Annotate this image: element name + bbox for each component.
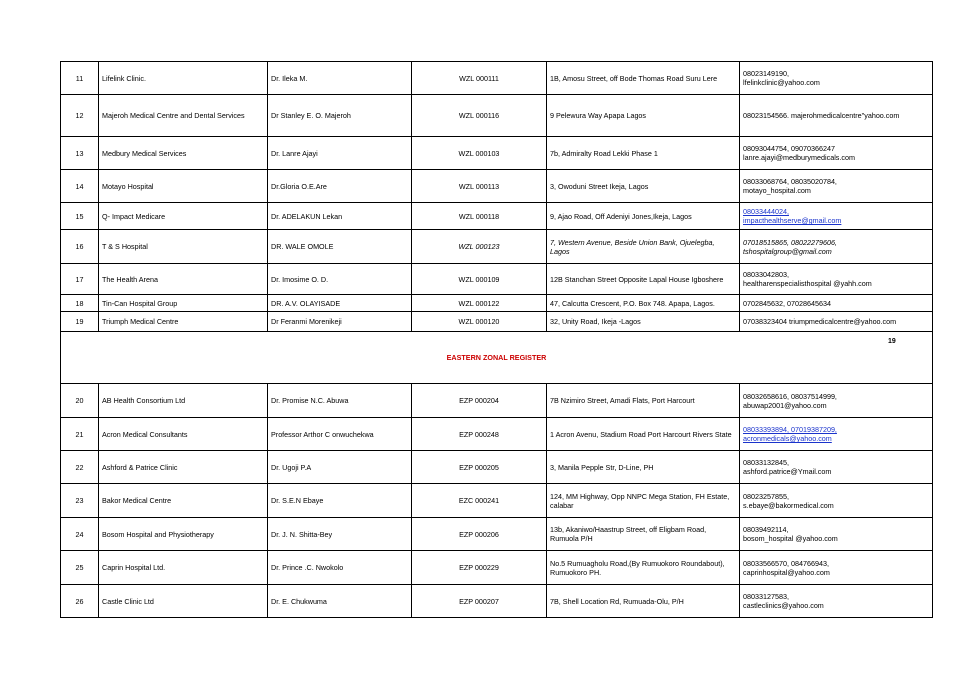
registration-code: EZP 000229 — [412, 551, 547, 585]
contact-cell — [740, 95, 933, 137]
medical-director: Dr Feranmi Morenikeji — [268, 312, 412, 332]
table-row — [61, 312, 933, 332]
row-number: 24 — [61, 518, 99, 551]
registration-code: EZP 000207 — [412, 585, 547, 618]
section-title: EASTERN ZONAL REGISTER — [61, 332, 933, 384]
table-row — [61, 451, 933, 484]
phone-line: 08023154566. majerohmedicalcentre"yahoo.com — [743, 111, 900, 120]
row-number: 18 — [61, 295, 99, 312]
contact-cell — [740, 295, 933, 312]
hospital-name: Bakor Medical Centre — [99, 484, 268, 518]
row-number: 23 — [61, 484, 99, 518]
medical-director: Dr. Ugoji P.A — [268, 451, 412, 484]
medical-director: DR. A.V. OLAYISADE — [268, 295, 412, 312]
page-number: 19 — [888, 338, 896, 345]
medical-director: Dr. S.E.N Ebaye — [268, 484, 412, 518]
table-row — [61, 295, 933, 312]
phone-line: 08039492114, — [743, 525, 789, 534]
register-table — [60, 61, 933, 618]
contact-cell — [740, 551, 933, 585]
registration-code: WZL 000116 — [412, 95, 547, 137]
contact-cell — [740, 170, 933, 203]
medical-director: DR. WALE OMOLE — [268, 230, 412, 264]
table-row — [61, 95, 933, 137]
contact-cell — [740, 451, 933, 484]
hospital-name: Caprin Hospital Ltd. — [99, 551, 268, 585]
contact-cell — [740, 203, 933, 230]
row-number: 14 — [61, 170, 99, 203]
hospital-name: Majeroh Medical Centre and Dental Services — [99, 95, 268, 137]
hospital-name: T & S Hospital — [99, 230, 268, 264]
contact-cell — [740, 384, 933, 418]
medical-director: Dr. E. Chukwuma — [268, 585, 412, 618]
medical-director: Dr. Imosime O. D. — [268, 264, 412, 295]
row-number: 17 — [61, 264, 99, 295]
table-row — [61, 551, 933, 585]
table-row — [61, 170, 933, 203]
hospital-name: Acron Medical Consultants — [99, 418, 268, 451]
address: 124, MM Highway, Opp NNPC Mega Station, FH Estate, calabar — [547, 484, 740, 518]
registration-code: WZL 000118 — [412, 203, 547, 230]
medical-director: Dr.Gloria O.E.Are — [268, 170, 412, 203]
email-line[interactable]: acronmedicals@yahoo.com — [743, 434, 832, 443]
table-row — [61, 518, 933, 551]
phone-line: 08033068764, 08035020784, — [743, 177, 837, 186]
row-number: 20 — [61, 384, 99, 418]
address: 12B Stanchan Street Opposite Lapal House Igboshere — [547, 264, 740, 295]
row-number: 22 — [61, 451, 99, 484]
email-line: motayo_hospital.com — [743, 186, 811, 195]
phone-line: 08032658616, 08037514999, — [743, 391, 837, 401]
phone-line: 07038323404 triumpmedicalcentre@yahoo.com — [743, 317, 897, 326]
contact-cell — [740, 585, 933, 618]
row-number: 19 — [61, 312, 99, 332]
email-line: bosom_hospital @yahoo.com — [743, 534, 838, 543]
registration-code: EZP 000206 — [412, 518, 547, 551]
table-row — [61, 384, 933, 418]
registration-code: WZL 000111 — [412, 62, 547, 95]
registration-code: EZP 000248 — [412, 418, 547, 451]
medical-director: Dr. Prince .C. Nwokolo — [268, 551, 412, 585]
hospital-name: The Health Arena — [99, 264, 268, 295]
phone-line: 08033132845, — [743, 458, 789, 467]
row-number: 12 — [61, 95, 99, 137]
hospital-name: AB Health Consortium Ltd — [99, 384, 268, 418]
address: 7B Nzimiro Street, Amadi Flats, Port Harcourt — [547, 384, 740, 418]
register-body-bottom — [61, 384, 933, 618]
phone-line: 07018515865, 08022279606, — [743, 237, 837, 247]
row-number: 15 — [61, 203, 99, 230]
address: No.5 Rumuagholu Road,(By Rumuokoro Roundabout), Rumuokoro PH. — [547, 551, 740, 585]
hospital-name: Bosom Hospital and Physiotherapy — [99, 518, 268, 551]
address: 13b, Akaniwo/Haastrup Street, off Eligbam Road, Rumuola P/H — [547, 518, 740, 551]
phone-line: 08023149190, — [743, 69, 789, 78]
address: 47, Calcutta Crescent, P.O. Box 748. Apapa, Lagos. — [547, 295, 740, 312]
contact-cell — [740, 484, 933, 518]
contact-cell — [740, 418, 933, 451]
hospital-name: Motayo Hospital — [99, 170, 268, 203]
phone-line: 0702845632, 07028645634 — [743, 298, 831, 308]
phone-line: 08033566570, 084766943, — [743, 558, 829, 568]
phone-line: 08093044754, 09070366247 — [743, 144, 835, 153]
phone-line: 08033127583, — [743, 592, 789, 601]
medical-director: Dr Stanley E. O. Majeroh — [268, 95, 412, 137]
email-line: tshospitalgroup@gmail.com — [743, 246, 832, 256]
email-line: lfelinkclinic@yahoo.com — [743, 78, 820, 87]
email-line: caprinhospital@yahoo.com — [743, 567, 830, 577]
address: 7B, Shell Location Rd, Rumuada-Olu, P/H — [547, 585, 740, 618]
contact-cell — [740, 137, 933, 170]
registration-code: EZC 000241 — [412, 484, 547, 518]
email-line: abuwap2001@yahoo.com — [743, 400, 827, 410]
email-line: ashford.patrice@Ymail.com — [743, 467, 832, 476]
registration-code: WZL 000122 — [412, 295, 547, 312]
medical-director: Dr. Lanre Ajayi — [268, 137, 412, 170]
email-line[interactable]: impacthealthserve@gmail.com — [743, 216, 842, 225]
phone-line[interactable]: 08033393894, 07019387209, — [743, 425, 837, 434]
email-line: castleclinics@yahoo.com — [743, 601, 824, 610]
row-number: 11 — [61, 62, 99, 95]
medical-director: Professor Arthor C onwuchekwa — [268, 418, 412, 451]
table-row — [61, 137, 933, 170]
hospital-name: Medbury Medical Services — [99, 137, 268, 170]
registration-code: EZP 000204 — [412, 384, 547, 418]
table-row — [61, 418, 933, 451]
medical-director: Dr. ADELAKUN Lekan — [268, 203, 412, 230]
contact-cell — [740, 264, 933, 295]
registration-code: WZL 000103 — [412, 137, 547, 170]
row-number: 21 — [61, 418, 99, 451]
address: 7, Western Avenue, Beside Union Bank, Ojuelegba, Lagos — [547, 230, 740, 264]
table-row — [61, 585, 933, 618]
contact-cell — [740, 230, 933, 264]
phone-line[interactable]: 08033444024, — [743, 207, 789, 216]
phone-line: 08023257855, — [743, 491, 789, 501]
contact-cell — [740, 312, 933, 332]
hospital-name: Ashford & Patrice Clinic — [99, 451, 268, 484]
hospital-name: Tin-Can Hospital Group — [99, 295, 268, 312]
address: 1B, Amosu Street, off Bode Thomas Road Suru Lere — [547, 62, 740, 95]
hospital-name: Castle Clinic Ltd — [99, 585, 268, 618]
medical-director: Dr. Promise N.C. Abuwa — [268, 384, 412, 418]
email-line: healtharenspecialisthospital @yahh.com — [743, 279, 872, 288]
address: 32, Unity Road, Ikeja -Lagos — [547, 312, 740, 332]
address: 7b, Admiralty Road Lekki Phase 1 — [547, 137, 740, 170]
row-number: 26 — [61, 585, 99, 618]
address: 9 Pelewura Way Apapa Lagos — [547, 95, 740, 137]
hospital-name: Triumph Medical Centre — [99, 312, 268, 332]
address: 3, Manila Pepple Str, D-Line, PH — [547, 451, 740, 484]
registration-code: WZL 000123 — [412, 230, 547, 264]
address: 9, Ajao Road, Off Adeniyi Jones,Ikeja, Lagos — [547, 203, 740, 230]
registration-code: WZL 000120 — [412, 312, 547, 332]
email-line: s.ebaye@bakormedical.com — [743, 500, 834, 510]
table-row — [61, 230, 933, 264]
contact-cell — [740, 518, 933, 551]
register-body-top — [61, 62, 933, 332]
address: 1 Acron Avenu, Stadium Road Port Harcourt Rivers State — [547, 418, 740, 451]
registration-code: EZP 000205 — [412, 451, 547, 484]
email-line: lanre.ajayi@medburymedicals.com — [743, 153, 855, 162]
row-number: 13 — [61, 137, 99, 170]
table-row — [61, 264, 933, 295]
medical-director: Dr. J. N. Shitta-Bey — [268, 518, 412, 551]
registration-code: WZL 000113 — [412, 170, 547, 203]
contact-cell — [740, 62, 933, 95]
hospital-name: Lifelink Clinic. — [99, 62, 268, 95]
registration-code: WZL 000109 — [412, 264, 547, 295]
address: 3, Owoduni Street Ikeja, Lagos — [547, 170, 740, 203]
row-number: 16 — [61, 230, 99, 264]
table-row — [61, 62, 933, 95]
hospital-name: Q- Impact Medicare — [99, 203, 268, 230]
medical-director: Dr. Ileka M. — [268, 62, 412, 95]
section-header — [61, 332, 933, 384]
phone-line: 08033042803, — [743, 270, 789, 279]
table-row — [61, 203, 933, 230]
row-number: 25 — [61, 551, 99, 585]
table-row — [61, 484, 933, 518]
